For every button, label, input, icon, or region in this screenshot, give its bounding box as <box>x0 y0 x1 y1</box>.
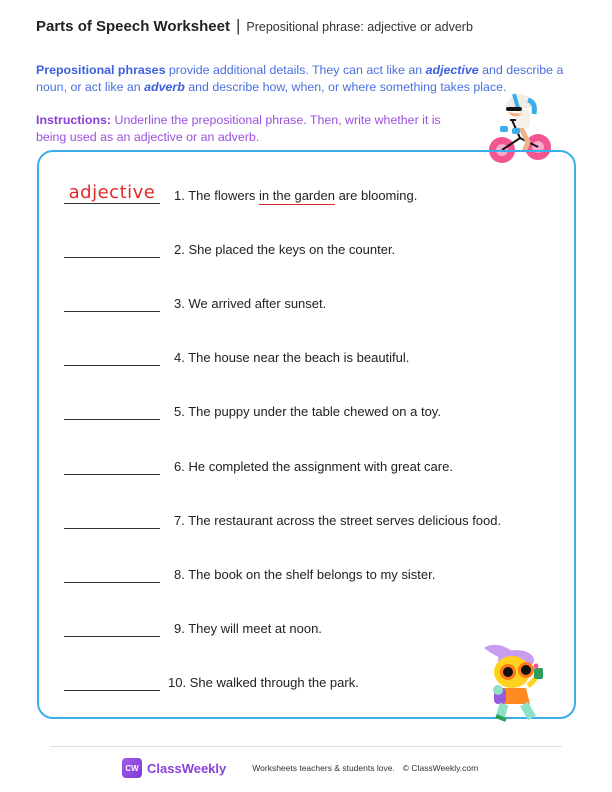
sentence-part: are blooming. <box>334 188 418 203</box>
question-text-2 <box>174 242 395 258</box>
worksheet-header <box>36 16 473 36</box>
question-row-2 <box>64 236 395 258</box>
sentence: The house near the beach is beautiful. <box>188 350 410 365</box>
question-number: 4. <box>174 350 185 365</box>
footer-copyright: © ClassWeekly.com <box>402 763 479 773</box>
question-row-8 <box>64 561 435 583</box>
question-text-4 <box>174 350 409 366</box>
intro-term: Prepositional phrases <box>36 63 166 77</box>
question-number: 8. <box>174 567 185 582</box>
question-row-1 <box>64 182 417 204</box>
answer-blank-2[interactable] <box>64 238 160 258</box>
instructions-label: Instructions: <box>36 113 112 127</box>
question-number: 10. <box>168 675 187 690</box>
question-number: 2. <box>174 242 185 257</box>
sentence: He completed the assignment with great care. <box>188 459 453 474</box>
question-text-5 <box>174 404 441 420</box>
worksheet-title: Parts of Speech Worksheet <box>36 18 230 35</box>
sentence-part: The flowers <box>188 188 260 203</box>
intro-adjective: adjective <box>425 63 479 77</box>
classweekly-logo-icon: CW <box>122 758 142 778</box>
instructions <box>36 112 456 146</box>
question-number: 6. <box>174 459 185 474</box>
question-number: 5. <box>174 404 185 419</box>
question-number: 9. <box>174 621 185 636</box>
answer-blank-10[interactable] <box>64 671 160 691</box>
question-number: 1. <box>174 188 185 203</box>
footer <box>122 758 478 778</box>
question-text-7 <box>174 513 501 529</box>
answer-blank-9[interactable] <box>64 617 160 637</box>
question-row-6 <box>64 453 453 475</box>
question-row-4 <box>64 344 409 366</box>
brand-name: ClassWeekly <box>147 760 227 776</box>
answer-blank-1[interactable] <box>64 184 160 204</box>
answer-blank-5[interactable] <box>64 400 160 420</box>
question-text-3 <box>174 296 326 312</box>
intro-adverb: adverb <box>144 80 185 94</box>
kid-with-sunglasses-illustration <box>476 638 558 722</box>
answer-blank-8[interactable] <box>64 563 160 583</box>
sentence: We arrived after sunset. <box>188 296 327 311</box>
question-text-9 <box>174 621 322 637</box>
answer-blank-4[interactable] <box>64 346 160 366</box>
question-row-5 <box>64 398 441 420</box>
question-row-7 <box>64 507 501 529</box>
worksheet-subtitle: Prepositional phrase: adjective or adverb <box>246 20 473 34</box>
sentence: She placed the keys on the counter. <box>188 242 396 257</box>
question-text-1 <box>174 188 417 204</box>
question-text-8 <box>174 567 435 583</box>
answer-text-1: adjective <box>68 182 156 203</box>
answer-blank-6[interactable] <box>64 455 160 475</box>
sentence: She walked through the park. <box>189 675 359 690</box>
instructions-text: Underline the prepositional phrase. Then, write whether it is being used as an adjective or an adverb. <box>36 113 441 144</box>
answer-blank-3[interactable] <box>64 292 160 312</box>
question-number: 7. <box>174 513 185 528</box>
sentence: The restaurant across the street serves delicious food. <box>188 513 502 528</box>
answer-blank-7[interactable] <box>64 509 160 529</box>
underlined-phrase: in the garden <box>259 188 335 203</box>
footer-divider <box>50 746 562 747</box>
intro-text: and describe a noun, or act like an <box>36 63 564 94</box>
sentence: The puppy under the table chewed on a toy. <box>188 404 441 419</box>
footer-tagline: Worksheets teachers & students love. <box>252 763 395 773</box>
question-text-10 <box>168 675 359 691</box>
sentence: They will meet at noon. <box>188 621 322 636</box>
intro-text: provide additional details. They can act like an <box>165 63 426 77</box>
question-row-10 <box>64 669 359 691</box>
question-number: 3. <box>174 296 185 311</box>
question-row-3 <box>64 290 326 312</box>
sentence: The book on the shelf belongs to my sister. <box>188 567 436 582</box>
question-row-9 <box>64 615 322 637</box>
question-text-6 <box>174 459 453 475</box>
title-separator: | <box>235 16 241 35</box>
intro-text: and describe how, when, or where something takes place. <box>184 80 507 94</box>
